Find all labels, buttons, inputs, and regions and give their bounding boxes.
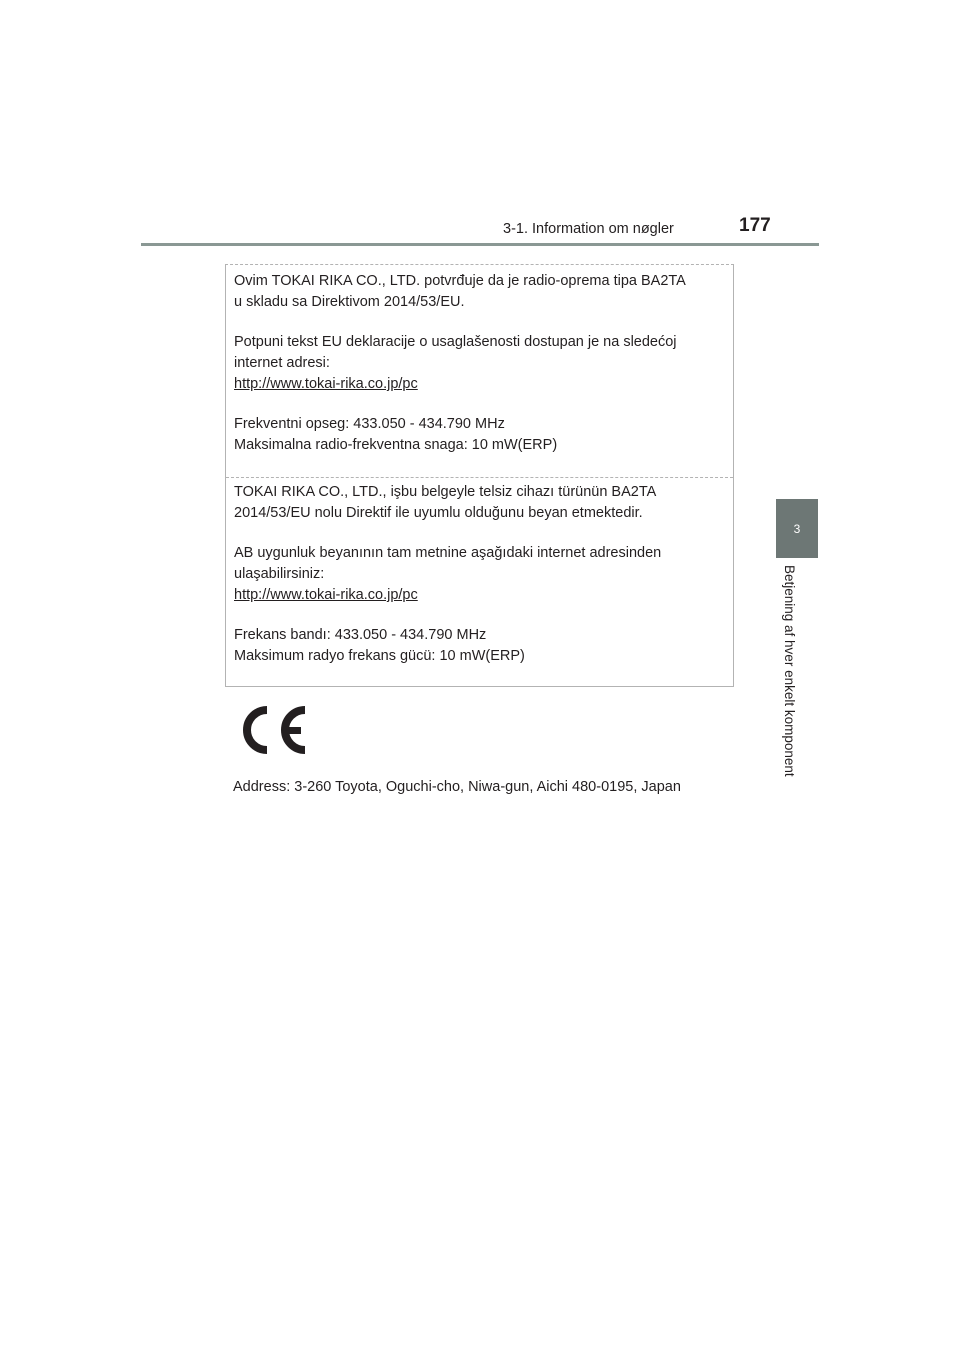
turkish-power: Maksimum radyo frekans gücü: 10 mW(ERP) [234, 648, 525, 664]
header-rule [141, 243, 819, 246]
turkish-line-1: TOKAI RIKA CO., LTD., işbu belgeyle telsiz cihazı türünün BA2TA [234, 484, 657, 500]
serbian-power: Maksimalna radio-frekventna snaga: 10 mW(ERP) [234, 437, 558, 453]
turkish-frequency: Frekans bandı: 433.050 - 434.790 MHz [234, 627, 487, 643]
serbian-line-3: Potpuni tekst EU deklaracije o usaglašenosti dostupan je na sledećoj [234, 334, 677, 350]
ce-mark-icon [240, 704, 310, 756]
turkish-line-4: ulaşabilirsiniz: [234, 566, 325, 582]
turkish-line-3: AB uygunluk beyanının tam metnine aşağıdaki internet adresinden [234, 545, 662, 561]
manufacturer-address: Address: 3-260 Toyota, Oguchi-cho, Niwa-gun, Aichi 480-0195, Japan [233, 779, 681, 795]
section-title: 3-1. Information om nøgler [503, 221, 674, 237]
turkish-url-link[interactable]: http://www.tokai-rika.co.jp/pc [234, 587, 418, 603]
serbian-url-link[interactable]: http://www.tokai-rika.co.jp/pc [234, 376, 418, 392]
page-number: 177 [739, 215, 771, 236]
declaration-box [225, 264, 734, 687]
serbian-line-4: internet adresi: [234, 355, 330, 371]
turkish-declaration [234, 482, 727, 667]
page-header [0, 0, 960, 250]
chapter-tab[interactable] [776, 499, 818, 558]
section-divider [226, 477, 733, 478]
turkish-line-2: 2014/53/EU nolu Direktif ile uyumlu olduğunu beyan etmektedir. [234, 505, 643, 521]
serbian-declaration [234, 271, 727, 456]
serbian-line-1: Ovim TOKAI RIKA CO., LTD. potvrđuje da je radio-oprema tipa BA2TA [234, 273, 686, 289]
serbian-line-2: u skladu sa Direktivom 2014/53/EU. [234, 294, 465, 310]
chapter-number: 3 [793, 521, 801, 536]
serbian-frequency: Frekventni opseg: 433.050 - 434.790 MHz [234, 416, 505, 432]
chapter-title: Betjening af hver enkelt komponent [782, 565, 797, 777]
